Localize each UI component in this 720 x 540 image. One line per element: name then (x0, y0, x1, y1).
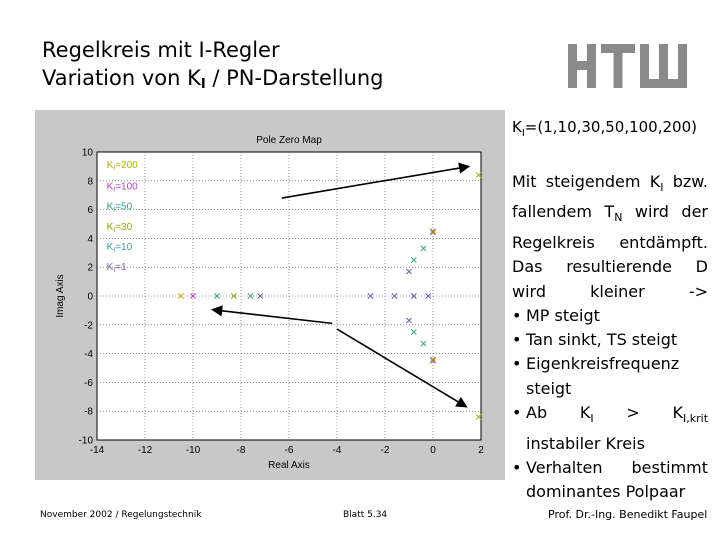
y-tick-label: 8 (87, 176, 93, 188)
y-tick-label: -10 (78, 435, 93, 447)
bullet-mp: • MP steigt (512, 304, 708, 328)
y-tick-label: -6 (84, 377, 93, 389)
series-label: $K_I=1$ (106, 262, 127, 275)
chart-title: Pole Zero Map (256, 135, 322, 146)
bullet-dominant: • Verhalten bestimmt dominantes Polpaar (512, 456, 708, 505)
series-label: $K_I=200$ (106, 159, 138, 172)
x-tick-label: -4 (332, 445, 342, 456)
pole-zero-map-chart (35, 110, 505, 480)
y-tick-label: -4 (84, 349, 93, 361)
y-tick-label: 4 (87, 233, 93, 245)
x-tick-label: -12 (137, 445, 153, 456)
bullet-tan: • Tan sinkt, TS steigt (512, 328, 708, 352)
x-tick-label: 0 (430, 445, 436, 456)
x-tick-label: -10 (185, 445, 201, 456)
x-tick-label: -2 (380, 445, 390, 456)
htw-logo (568, 40, 692, 90)
bullet-critical: • Ab $K_I > K_{I,krit}$ instabiler Kreis (512, 401, 708, 456)
y-axis-label: Imag Axis (55, 274, 66, 318)
series-label: $K_I=100$ (106, 181, 138, 194)
pole-zero-figure (35, 110, 505, 480)
y-tick-label: -8 (84, 406, 93, 418)
x-tick-label: -8 (236, 445, 246, 456)
footer-page: Blatt 5.34 (343, 510, 388, 520)
y-tick-label: 6 (87, 205, 93, 217)
bullet-frequency: • Eigenkreisfrequenz steigt (512, 352, 708, 401)
y-tick-label: 0 (87, 291, 93, 303)
series-label: $K_I=50$ (106, 201, 133, 214)
title-line-1: Regelkreis mit I-Regler (42, 38, 280, 62)
footer-date: November 2002 / Regelungstechnik (40, 510, 202, 520)
y-tick-label: 10 (81, 147, 93, 159)
intro-paragraph: Mit steigendem $K_I$ bzw. fallendem $T_N$ wird der Regelkreis entdämpft. Das resultierende D wird kleiner -> (512, 172, 709, 301)
x-axis-label: Real Axis (268, 460, 310, 471)
slide-title (42, 36, 383, 99)
y-tick-label: -2 (84, 320, 93, 332)
title-line-2: Variation von $K_I$ / PN-Darstellung (42, 66, 384, 92)
series-label: $K_I=10$ (106, 241, 133, 254)
bullet-list (512, 304, 708, 505)
x-tick-label: 2 (478, 445, 484, 456)
series-label: $K_I=30$ (106, 221, 133, 234)
explanation-text (512, 170, 708, 504)
y-tick-label: 2 (87, 262, 93, 274)
x-tick-label: -6 (284, 445, 294, 456)
x-tick-label: -14 (89, 445, 105, 456)
footer-author: Prof. Dr.-Ing. Benedikt Faupel (548, 508, 708, 521)
ki-values-caption: $K_I=(1,10,30,50,100,200)$ (512, 118, 697, 139)
